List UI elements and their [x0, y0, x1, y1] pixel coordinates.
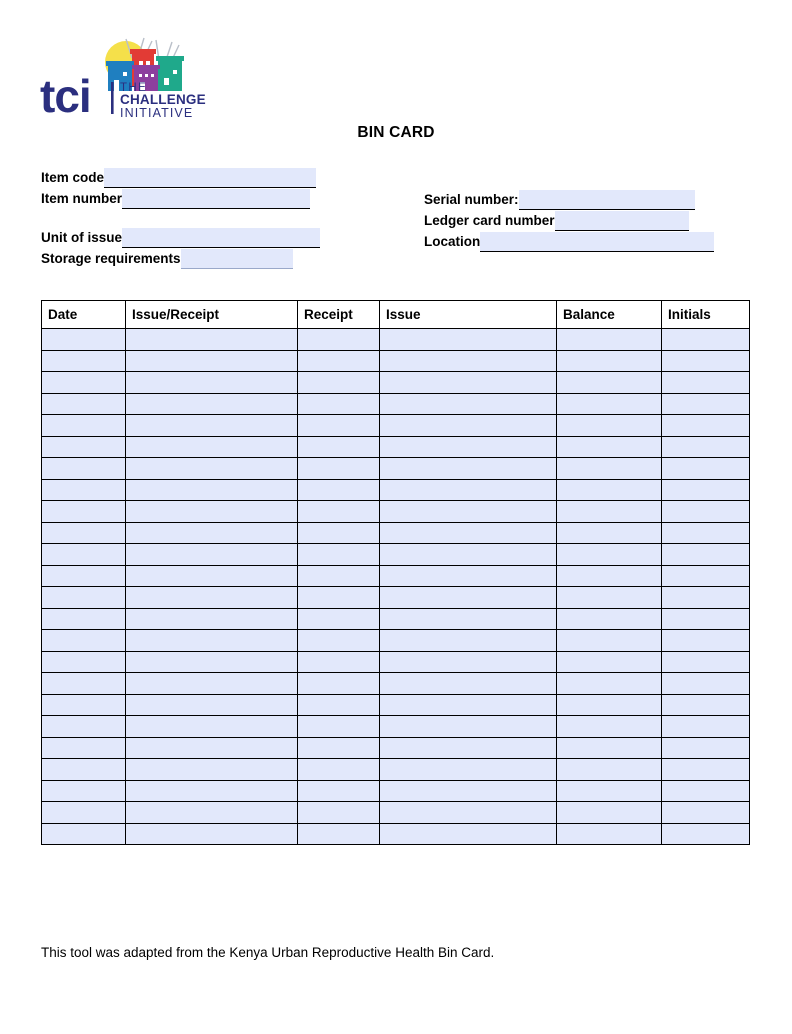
table-cell[interactable] — [557, 716, 662, 738]
table-cell[interactable] — [42, 372, 126, 394]
table-cell[interactable] — [42, 393, 126, 415]
table-header-row — [42, 301, 750, 329]
form-field-input[interactable] — [519, 190, 695, 210]
table-cell[interactable] — [380, 587, 557, 609]
table-cell[interactable] — [662, 415, 750, 437]
table-column-header: Balance — [557, 301, 662, 329]
table-cell[interactable] — [557, 436, 662, 458]
table-body — [42, 329, 750, 845]
table-cell[interactable] — [298, 393, 380, 415]
table-cell[interactable] — [126, 780, 298, 802]
table-cell[interactable] — [298, 823, 380, 845]
table-cell[interactable] — [298, 501, 380, 523]
table-cell[interactable] — [298, 350, 380, 372]
table-row — [42, 329, 750, 351]
table-cell[interactable] — [126, 479, 298, 501]
form-field-input[interactable] — [104, 168, 316, 188]
table-cell[interactable] — [662, 479, 750, 501]
table-cell[interactable] — [298, 759, 380, 781]
table-row — [42, 415, 750, 437]
table-cell[interactable] — [380, 350, 557, 372]
table-cell[interactable] — [126, 501, 298, 523]
table-cell[interactable] — [380, 737, 557, 759]
form-field-row — [41, 189, 381, 209]
table-cell[interactable] — [662, 393, 750, 415]
table-cell[interactable] — [662, 501, 750, 523]
table-cell[interactable] — [662, 759, 750, 781]
logo-line-initiative: INITIATIVE — [120, 106, 194, 120]
form-field-label: Ledger card number — [424, 213, 555, 228]
table-cell[interactable] — [380, 479, 557, 501]
table-cell[interactable] — [557, 350, 662, 372]
form-field-row — [41, 249, 381, 269]
table-row — [42, 716, 750, 738]
form-field-label: Location — [424, 234, 481, 249]
table-cell[interactable] — [380, 651, 557, 673]
table-cell[interactable] — [380, 436, 557, 458]
table-cell[interactable] — [662, 802, 750, 824]
table-cell[interactable] — [126, 630, 298, 652]
table-row — [42, 522, 750, 544]
logo-line-challenge: CHALLENGE — [120, 92, 206, 107]
table-cell[interactable] — [380, 630, 557, 652]
table-cell[interactable] — [662, 823, 750, 845]
table-cell[interactable] — [557, 823, 662, 845]
table-cell[interactable] — [380, 544, 557, 566]
table-row — [42, 759, 750, 781]
table-column-header: Issue — [380, 301, 557, 329]
table-row — [42, 823, 750, 845]
table-cell[interactable] — [42, 479, 126, 501]
form-field-label: Item code — [41, 170, 105, 185]
table-row — [42, 393, 750, 415]
table-row — [42, 673, 750, 695]
form-right-column — [424, 190, 754, 253]
table-cell[interactable] — [298, 694, 380, 716]
table-row — [42, 737, 750, 759]
table-row — [42, 630, 750, 652]
table-cell[interactable] — [126, 694, 298, 716]
table-cell[interactable] — [298, 565, 380, 587]
table-row — [42, 608, 750, 630]
table-cell[interactable] — [557, 694, 662, 716]
table-cell[interactable] — [380, 780, 557, 802]
table-cell[interactable] — [126, 759, 298, 781]
table-cell[interactable] — [662, 737, 750, 759]
form-field-input[interactable] — [181, 249, 293, 269]
table-cell[interactable] — [126, 716, 298, 738]
table-cell[interactable] — [42, 587, 126, 609]
table-cell[interactable] — [662, 436, 750, 458]
table-cell[interactable] — [42, 694, 126, 716]
table-cell[interactable] — [380, 759, 557, 781]
table-cell[interactable] — [557, 501, 662, 523]
table-cell[interactable] — [298, 651, 380, 673]
form-field-label: Storage requirements — [41, 251, 181, 266]
table-cell[interactable] — [126, 350, 298, 372]
table-row — [42, 780, 750, 802]
table-cell[interactable] — [662, 544, 750, 566]
table-row — [42, 372, 750, 394]
form-field-label: Serial number: — [424, 192, 519, 207]
table-cell[interactable] — [662, 329, 750, 351]
table-column-header: Issue/Receipt — [126, 301, 298, 329]
table-column-header: Date — [42, 301, 126, 329]
table-cell[interactable] — [380, 823, 557, 845]
table-row — [42, 350, 750, 372]
form-field-input[interactable] — [555, 211, 689, 231]
table-cell[interactable] — [380, 393, 557, 415]
table-cell[interactable] — [126, 372, 298, 394]
logo-line-the: THE — [120, 82, 148, 94]
table-cell[interactable] — [662, 350, 750, 372]
table-cell[interactable] — [557, 522, 662, 544]
table-cell[interactable] — [298, 458, 380, 480]
table-cell[interactable] — [662, 651, 750, 673]
table-cell[interactable] — [126, 802, 298, 824]
table-cell[interactable] — [662, 565, 750, 587]
table-cell[interactable] — [662, 630, 750, 652]
table-cell[interactable] — [42, 501, 126, 523]
table-cell[interactable] — [42, 436, 126, 458]
table-cell[interactable] — [126, 544, 298, 566]
table-cell[interactable] — [126, 673, 298, 695]
table-cell[interactable] — [557, 651, 662, 673]
table-cell[interactable] — [662, 522, 750, 544]
table-cell[interactable] — [42, 350, 126, 372]
table-cell[interactable] — [42, 759, 126, 781]
tci-logo-graphic — [40, 34, 210, 122]
form-field-input[interactable] — [122, 189, 310, 209]
table-cell[interactable] — [662, 608, 750, 630]
table-cell[interactable] — [380, 522, 557, 544]
table-cell[interactable] — [380, 608, 557, 630]
table-row — [42, 694, 750, 716]
table-cell[interactable] — [126, 737, 298, 759]
table-cell[interactable] — [298, 329, 380, 351]
form-field-label: Unit of issue — [41, 230, 123, 245]
table-cell[interactable] — [662, 716, 750, 738]
table-cell[interactable] — [298, 716, 380, 738]
table-cell[interactable] — [126, 522, 298, 544]
table-row — [42, 479, 750, 501]
table-cell[interactable] — [380, 802, 557, 824]
form-block-spacer — [41, 210, 381, 228]
table-cell[interactable] — [662, 458, 750, 480]
table-head — [42, 301, 750, 329]
table-cell[interactable] — [557, 673, 662, 695]
table-cell[interactable] — [380, 372, 557, 394]
table-cell[interactable] — [557, 802, 662, 824]
form-field-input[interactable] — [122, 228, 320, 248]
table-cell[interactable] — [557, 329, 662, 351]
table-cell[interactable] — [126, 436, 298, 458]
table-cell[interactable] — [662, 372, 750, 394]
tci-logo — [40, 34, 210, 122]
table-cell[interactable] — [557, 780, 662, 802]
table-cell[interactable] — [42, 823, 126, 845]
table-cell[interactable] — [42, 673, 126, 695]
table-row — [42, 458, 750, 480]
table-cell[interactable] — [298, 802, 380, 824]
table-cell[interactable] — [126, 651, 298, 673]
table-cell[interactable] — [662, 694, 750, 716]
table-cell[interactable] — [557, 630, 662, 652]
table-column-header: Receipt — [298, 301, 380, 329]
logo-wordmark: tci — [40, 70, 91, 122]
page-title: BIN CARD — [357, 124, 435, 141]
table-row — [42, 565, 750, 587]
table-cell[interactable] — [380, 415, 557, 437]
table-cell[interactable] — [380, 716, 557, 738]
footer-attribution-note: This tool was adapted from the Kenya Urban Reproductive Health Bin Card. — [41, 945, 495, 960]
table-row — [42, 587, 750, 609]
table-cell[interactable] — [380, 329, 557, 351]
table-cell[interactable] — [42, 608, 126, 630]
table-cell[interactable] — [298, 780, 380, 802]
table-cell[interactable] — [298, 372, 380, 394]
table-cell[interactable] — [126, 415, 298, 437]
table-cell[interactable] — [42, 329, 126, 351]
table-cell[interactable] — [298, 737, 380, 759]
form-left-column — [41, 168, 381, 270]
table-cell[interactable] — [557, 458, 662, 480]
table-cell[interactable] — [126, 458, 298, 480]
form-field-row — [41, 168, 381, 188]
table-cell[interactable] — [557, 737, 662, 759]
table-cell[interactable] — [557, 479, 662, 501]
table-cell[interactable] — [380, 501, 557, 523]
table-cell[interactable] — [298, 415, 380, 437]
table-cell[interactable] — [557, 759, 662, 781]
table-cell[interactable] — [298, 630, 380, 652]
table-cell[interactable] — [380, 673, 557, 695]
table-cell[interactable] — [557, 544, 662, 566]
form-field-row — [424, 232, 754, 252]
table-cell[interactable] — [42, 716, 126, 738]
table-cell[interactable] — [126, 565, 298, 587]
table-row — [42, 544, 750, 566]
table-cell[interactable] — [380, 694, 557, 716]
table-cell[interactable] — [298, 608, 380, 630]
bin-card-ledger-table — [41, 300, 750, 845]
table-cell[interactable] — [380, 565, 557, 587]
form-field-row — [41, 228, 381, 248]
table-cell[interactable] — [557, 393, 662, 415]
table-cell[interactable] — [42, 522, 126, 544]
table-cell[interactable] — [298, 436, 380, 458]
table-cell[interactable] — [42, 802, 126, 824]
table-cell[interactable] — [298, 673, 380, 695]
teal-building-icon — [156, 56, 184, 91]
form-field-input[interactable] — [480, 232, 714, 252]
table-cell[interactable] — [557, 608, 662, 630]
table-cell[interactable] — [662, 780, 750, 802]
table-cell[interactable] — [298, 587, 380, 609]
table-cell[interactable] — [557, 415, 662, 437]
table-column-header: Initials — [662, 301, 750, 329]
table-cell[interactable] — [42, 544, 126, 566]
table-row — [42, 436, 750, 458]
table-cell[interactable] — [42, 458, 126, 480]
table-cell[interactable] — [42, 630, 126, 652]
table-cell[interactable] — [126, 329, 298, 351]
table-row — [42, 651, 750, 673]
table-cell[interactable] — [557, 587, 662, 609]
table-row — [42, 501, 750, 523]
table-cell[interactable] — [42, 415, 126, 437]
table-cell[interactable] — [126, 823, 298, 845]
table-row — [42, 802, 750, 824]
table-cell[interactable] — [298, 544, 380, 566]
table-cell[interactable] — [126, 608, 298, 630]
table-cell[interactable] — [42, 651, 126, 673]
table-cell[interactable] — [42, 565, 126, 587]
table-cell[interactable] — [662, 587, 750, 609]
table-cell[interactable] — [42, 780, 126, 802]
table-cell[interactable] — [126, 587, 298, 609]
table-cell[interactable] — [557, 565, 662, 587]
form-field-label: Item number — [41, 191, 123, 206]
logo-divider — [111, 82, 114, 114]
table-cell[interactable] — [42, 737, 126, 759]
table-cell[interactable] — [298, 522, 380, 544]
table-cell[interactable] — [557, 372, 662, 394]
table-cell[interactable] — [380, 458, 557, 480]
table-cell[interactable] — [662, 673, 750, 695]
form-field-row — [424, 190, 754, 210]
table-cell[interactable] — [298, 479, 380, 501]
table-cell[interactable] — [126, 393, 298, 415]
form-field-row — [424, 211, 754, 231]
